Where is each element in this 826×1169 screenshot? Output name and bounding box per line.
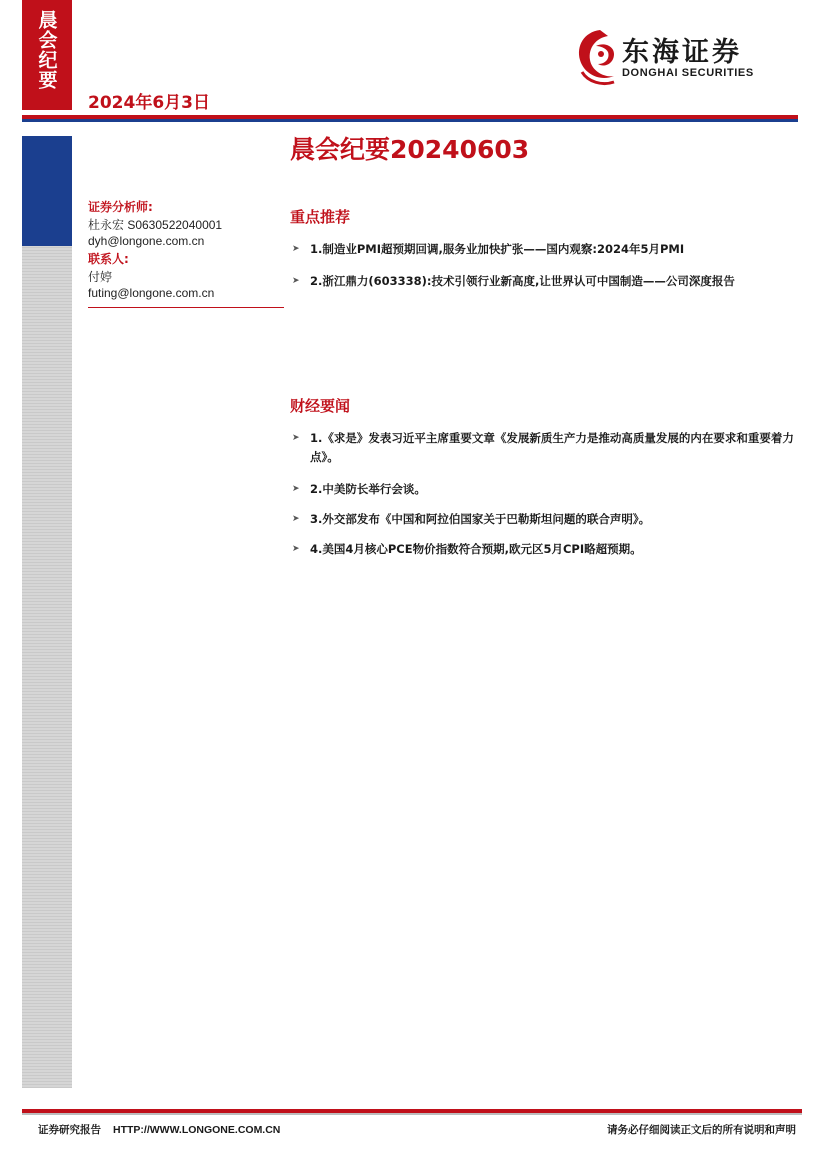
bullet-arrow-icon: ➤ [292, 433, 300, 443]
info-divider [88, 307, 284, 308]
left-blue-block [22, 136, 72, 246]
bullet-arrow-icon: ➤ [292, 276, 300, 286]
analyst-name-id: 杜永宏 S0630522040001 [88, 218, 223, 232]
logo-chinese-name: 东海证券 [622, 37, 742, 68]
bullet-arrow-icon: ➤ [292, 544, 300, 554]
report-date: 2024年6月3日 [88, 93, 210, 113]
list-item-text: 2.中美防长举行会谈。 [310, 482, 426, 496]
footer-rule-grey [22, 1113, 802, 1115]
analyst-email[interactable]: dyh@longone.com.cn [88, 234, 205, 248]
list-item-text: 2.浙江鼎力(603338):技术引领行业新高度,让世界认可中国制造——公司深度报告 [310, 274, 735, 288]
side-tab [22, 0, 72, 110]
list-item[interactable] [292, 510, 800, 529]
analyst-heading: 证券分析师: [88, 200, 153, 214]
footer-left [38, 1122, 280, 1137]
list-item-text: 1.《求是》发表习近平主席重要文章《发展新质生产力是推动高质量发展的内在要求和重要着力点》。 [310, 431, 794, 464]
footer-url-link[interactable]: HTTP://WWW.LONGONE.COM.CN [113, 1124, 281, 1136]
contact-name: 付婷 [88, 270, 113, 284]
bullet-arrow-icon: ➤ [292, 484, 300, 494]
page-title: 晨会纪要20240603 [290, 135, 530, 164]
logo-english-name: DONGHAI SECURITIES [622, 67, 754, 79]
left-grey-block [22, 246, 72, 1088]
side-tab-label: 晨会纪要 [35, 10, 58, 90]
section-heading-news: 财经要闻 [290, 397, 351, 415]
list-item[interactable] [292, 429, 800, 467]
list-item[interactable] [292, 540, 800, 559]
list-item[interactable] [292, 272, 800, 291]
list-item-text: 4.美国4月核心PCE物价指数符合预期,欧元区5月CPI略超预期。 [310, 542, 642, 556]
list-item-text: 1.制造业PMI超预期回调,服务业加快扩张——国内观察:2024年5月PMI [310, 242, 685, 256]
bullet-arrow-icon: ➤ [292, 244, 300, 254]
dragon-emblem-icon [579, 30, 614, 84]
section-heading-recommend: 重点推荐 [290, 208, 351, 226]
list-item[interactable] [292, 480, 800, 499]
footer-report-label: 证券研究报告 [38, 1124, 101, 1136]
bullet-arrow-icon: ➤ [292, 514, 300, 524]
footer-disclaimer: 请务必仔细阅读正文后的所有说明和声明 [607, 1124, 796, 1136]
contact-heading: 联系人: [88, 252, 129, 266]
list-item[interactable] [292, 240, 800, 259]
contact-email[interactable]: futing@longone.com.cn [88, 286, 215, 300]
list-item-text: 3.外交部发布《中国和阿拉伯国家关于巴勒斯坦问题的联合声明》。 [310, 512, 651, 526]
header-rule-blue [22, 119, 798, 122]
